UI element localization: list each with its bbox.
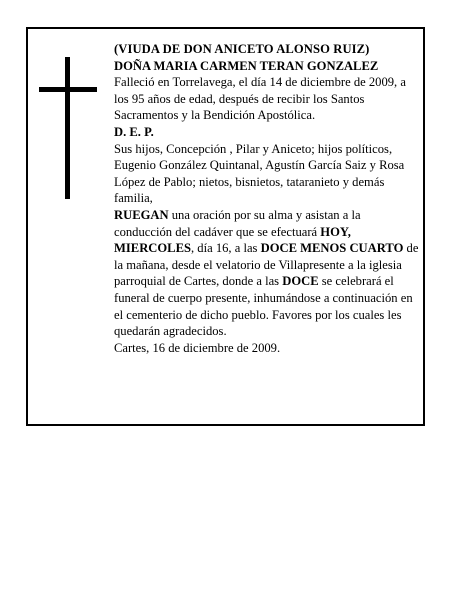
request-text-3: de la mañana, desde el velatorio de Villapresente a la iglesia parroquial de Cartes, donde a las [114,241,419,289]
widow-line: (VIUDA DE DON ANICETO ALONSO RUIZ) [114,42,370,56]
death-paragraph: Falleció en Torrelavega, el día 14 de diciembre de 2009, a los 95 años de edad, después de recibir los Santos Sacramentos y la Bendición Apostólica. [114,75,406,123]
cross-icon [39,57,97,199]
place-date: Cartes, 16 de diciembre de 2009. [114,340,281,355]
request-text-4: se celebrará el funeral de cuerpo presente, inhumándose a continuación en el cementerio de dicho pueblo. Favores por los cuales les quedarán agradecidos. [114,274,413,339]
deceased-name: DOÑA MARIA CARMEN TERAN GONZALEZ [114,58,379,73]
obituary-notice [26,27,425,426]
request-paragraph [114,207,419,340]
funeral-time-doce: DOCE [282,274,319,289]
dep-line: D. E. P. [114,124,154,139]
notice-text [114,41,419,356]
funeral-hour: DOCE MENOS CUARTO [260,241,404,256]
hoy-miercoles: HOY, MIERCOLES [114,224,351,256]
request-text-2: , día 16, a las [190,241,261,256]
ruegan-word: RUEGAN [114,207,169,222]
family-paragraph: Sus hijos, Concepción , Pilar y Aniceto; hijos políticos, Eugenio González Quintanal, Agustín García Saiz y Rosa López de Pablo; nietos, bisnietos, tataranieto y demás familia, [114,141,405,206]
cross-vertical-bar [65,57,70,199]
cross-horizontal-bar [39,87,97,92]
request-text-1: una oración por su alma y asistan a la conducción del cadáver que se efectuará [114,207,361,239]
